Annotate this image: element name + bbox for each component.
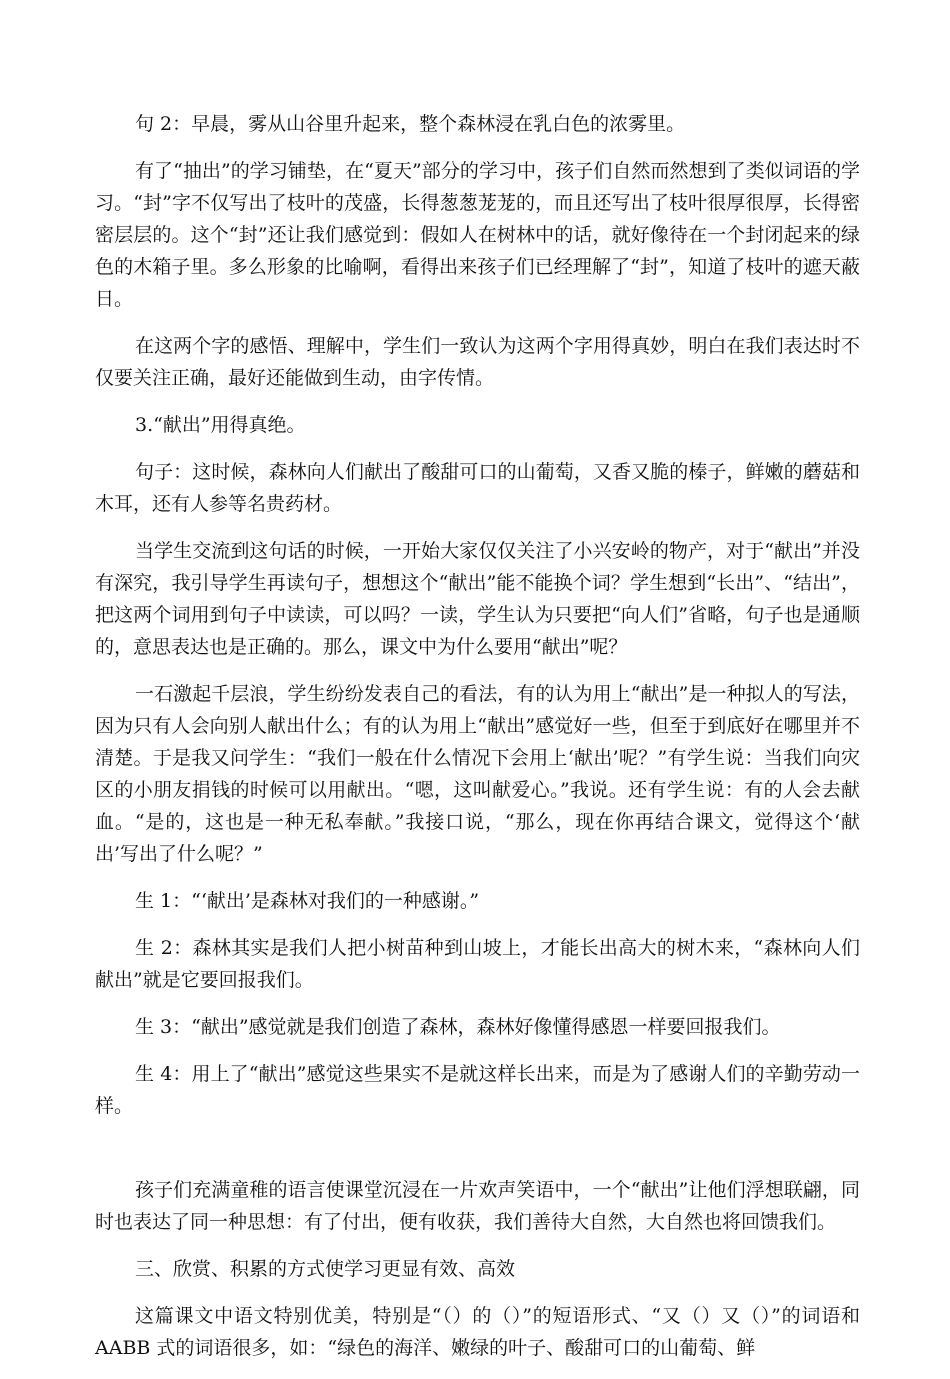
- paragraph-student-views: 一石激起千层浪，学生纷纷发表自己的看法，有的认为用上“献出”是一种拟人的写法，因为只有人会向别人献出什么；有的认为用上“献出”感觉好一些，但至于到底好在哪里并不清楚。于是我又问学生：“我们一般在什么情况下会用上‘献出’呢？”有学生说：当我们向灾区的小朋友捐钱的时候可以用献出。“嗯，这叫献爱心。”我说。还有学生说：有的人会去献血。“是的，这也是一种无私奉献。”我接口说，“那么，现在你再结合课文，觉得这个‘献出’写出了什么呢？”: [95, 683, 860, 865]
- paragraph-student-1: 生 1：“‘献出’是森林对我们的一种感谢。”: [135, 890, 480, 912]
- paragraph-sentence-2: 句 2：早晨，雾从山谷里升起来，整个森林浸在乳白色的浓雾里。: [135, 113, 686, 135]
- paragraph-section-3-heading: 三、欣赏、积累的方式使学习更显有效、高效: [135, 1258, 516, 1280]
- paragraph-summary-two-words: 在这两个字的感悟、理解中，学生们一致认为这两个字用得真妙，明白在我们表达时不仅要关注正确，最好还能做到生动，由字传情。: [95, 335, 860, 389]
- paragraph-discussion: 当学生交流到这句话的时候，一开始大家仅仅关注了小兴安岭的物产，对于“献出”并没有深究，我引导学生再读句子，想想这个“献出”能不能换个词？学生想到“长出”、“结出”，把这两个词用到句子中读读，可以吗？一读，学生认为只要把“向人们”省略，句子也是通顺的，意思表达也是正确的。那么，课文中为什么要用“献出”呢？: [95, 540, 860, 658]
- document-page: [95, 108, 860, 1379]
- paragraph-example-sentence: 句子：这时候，森林向人们献出了酸甜可口的山葡萄，又香又脆的榛子，鲜嫩的蘑菇和木耳，还有人参等名贵药材。: [95, 461, 860, 515]
- paragraph-student-3: 生 3：“献出”感觉就是我们创造了森林，森林好像懂得感恩一样要回报我们。: [135, 1016, 781, 1038]
- paragraph-student-2: 生 2：森林其实是我们人把小树苗种到山坡上，才能长出高大的树木来，“森林向人们献出”就是它要回报我们。: [95, 937, 860, 991]
- paragraph-feng-analysis: 有了“抽出”的学习铺垫，在“夏天”部分的学习中，孩子们自然而然想到了类似词语的学习。“封”字不仅写出了枝叶的茂盛，长得葱葱茏茏的，而且还写出了枝叶很厚很厚，长得密密层层的。这个“封”还让我们感觉到：假如人在树林中的话，就好像待在一个封闭起来的绿色的木箱子里。多么形象的比喻啊，看得出来孩子们已经理解了“封”，知道了枝叶的遮天蔽日。: [95, 160, 860, 310]
- paragraph-student-4: 生 4：用上了“献出”感觉这些果实不是就这样长出来，而是为了感谢人们的辛勤劳动一样。: [95, 1063, 860, 1117]
- paragraph-heading-xianchu: 3.“献出”用得真绝。: [135, 414, 306, 436]
- paragraph-conclusion: 孩子们充满童稚的语言使课堂沉浸在一片欢声笑语中，一个“献出”让他们浮想联翩，同时也表达了同一种思想：有了付出，便有收获，我们善待大自然，大自然也将回馈我们。: [95, 1179, 860, 1233]
- paragraph-section-3-body: 这篇课文中语文特别优美，特别是“（）的（）”的短语形式、“又（）又（）”的词语和 AABB 式的词语很多，如：“绿色的海洋、嫩绿的叶子、酸甜可口的山葡萄、鲜: [95, 1305, 860, 1359]
